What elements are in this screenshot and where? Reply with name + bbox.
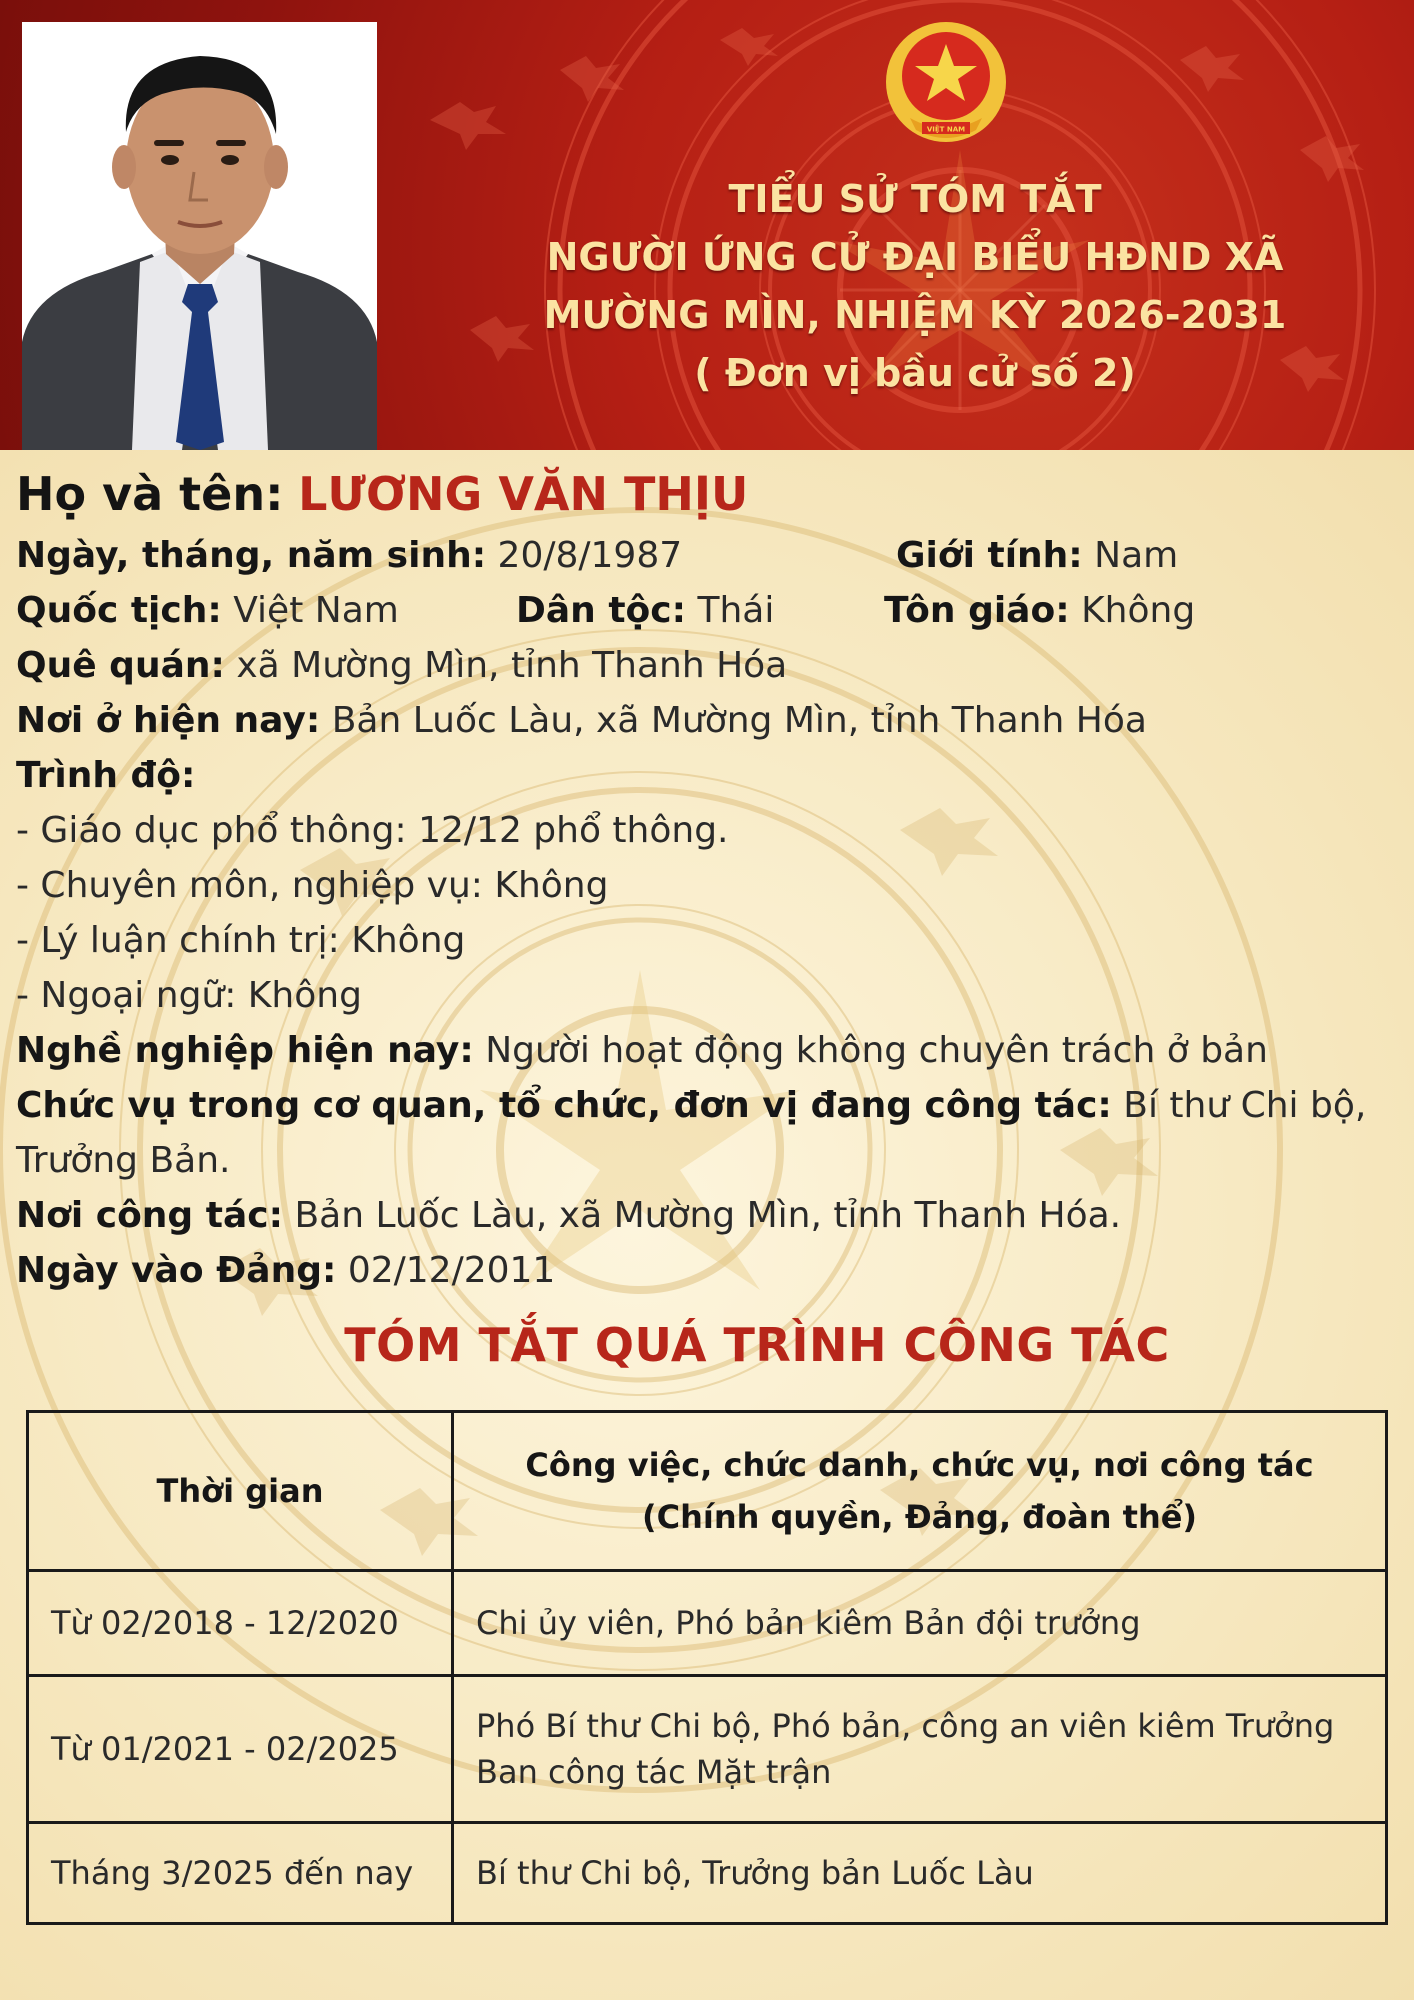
role-header-line: (Chính quyền, Đảng, đoàn thể) bbox=[641, 1498, 1198, 1536]
candidate-info bbox=[16, 460, 1406, 1298]
education-label: Trình độ: bbox=[16, 755, 196, 796]
role-header-line: Công việc, chức danh, chức vụ, nơi công tác bbox=[525, 1446, 1314, 1484]
education-item: - Lý luận chính trị: Không bbox=[16, 920, 466, 961]
table-header-row bbox=[28, 1412, 1387, 1571]
workplace-row bbox=[16, 1188, 1406, 1243]
candidate-name: LƯƠNG VĂN THỊU bbox=[298, 467, 749, 521]
time-cell: Tháng 3/2025 đến nay bbox=[28, 1823, 453, 1924]
ethnicity-value: Thái bbox=[697, 590, 775, 631]
time-cell: Từ 02/2018 - 12/2020 bbox=[28, 1571, 453, 1676]
time-column-header: Thời gian bbox=[28, 1412, 453, 1571]
occupation-label: Nghề nghiệp hiện nay: bbox=[16, 1030, 474, 1071]
table-row bbox=[28, 1676, 1387, 1823]
education-item: - Ngoại ngữ: Không bbox=[16, 975, 362, 1016]
hometown-value: xã Mường Mìn, tỉnh Thanh Hóa bbox=[236, 645, 788, 686]
hometown-label: Quê quán: bbox=[16, 645, 225, 686]
party-date-value: 02/12/2011 bbox=[347, 1250, 556, 1291]
nationality-label: Quốc tịch: bbox=[16, 590, 222, 631]
nationality-value: Việt Nam bbox=[233, 590, 399, 631]
hometown-row bbox=[16, 638, 1406, 693]
role-cell: Phó Bí thư Chi bộ, Phó bản, công an viên kiêm Trưởng Ban công tác Mặt trận bbox=[453, 1676, 1387, 1823]
role-cell: Chi ủy viên, Phó bản kiêm Bản đội trưởng bbox=[453, 1571, 1387, 1676]
role-cell: Bí thư Chi bộ, Trưởng bản Luốc Làu bbox=[453, 1823, 1387, 1924]
time-cell: Từ 01/2021 - 02/2025 bbox=[28, 1676, 453, 1823]
party-date-row bbox=[16, 1243, 1406, 1298]
education-item: - Chuyên môn, nghiệp vụ: Không bbox=[16, 865, 609, 906]
residence-row bbox=[16, 693, 1406, 748]
position-row bbox=[16, 1078, 1406, 1188]
position-label: Chức vụ trong cơ quan, tổ chức, đơn vị đang công tác: bbox=[16, 1085, 1112, 1126]
work-history-table bbox=[26, 1410, 1388, 1925]
nationality-row bbox=[16, 583, 1406, 638]
table-row bbox=[28, 1823, 1387, 1924]
table-row bbox=[28, 1571, 1387, 1676]
education-row bbox=[16, 748, 1406, 803]
occupation-row bbox=[16, 1023, 1406, 1078]
ethnicity-label: Dân tộc: bbox=[516, 590, 687, 631]
header-title bbox=[520, 170, 1310, 402]
religion-label: Tôn giáo: bbox=[884, 590, 1070, 631]
education-item: - Giáo dục phổ thông: 12/12 phổ thông. bbox=[16, 810, 729, 851]
occupation-value: Người hoạt động không chuyên trách ở bản bbox=[485, 1030, 1268, 1071]
header-banner bbox=[0, 0, 1414, 450]
svg-text:VIỆT NAM: VIỆT NAM bbox=[926, 125, 966, 134]
name-row bbox=[16, 460, 1406, 528]
residence-label: Nơi ở hiện nay: bbox=[16, 700, 321, 741]
work-history-title: TÓM TẮT QUÁ TRÌNH CÔNG TÁC bbox=[344, 1318, 1170, 1372]
candidate-photo bbox=[22, 22, 377, 450]
religion-value: Không bbox=[1081, 590, 1196, 631]
workplace-label: Nơi công tác: bbox=[16, 1195, 283, 1236]
position-value: Bí thư Chi bộ, Trưởng Bản. bbox=[16, 1085, 1367, 1181]
dob-value: 20/8/1987 bbox=[497, 535, 683, 576]
dob-label: Ngày, tháng, năm sinh: bbox=[16, 535, 487, 576]
gender-value: Nam bbox=[1094, 535, 1179, 576]
dob-gender-row bbox=[16, 528, 1406, 583]
party-date-label: Ngày vào Đảng: bbox=[16, 1250, 337, 1291]
title-line: MƯỜNG MÌN, NHIỆM KỲ 2026-2031 bbox=[543, 293, 1287, 337]
title-line: NGƯỜI ỨNG CỬ ĐẠI BIỂU HĐND XÃ bbox=[546, 235, 1284, 279]
national-emblem-icon bbox=[880, 18, 1012, 150]
gender-label: Giới tính: bbox=[896, 535, 1083, 576]
title-line: ( Đơn vị bầu cử số 2) bbox=[694, 351, 1136, 395]
title-line: TIỂU SỬ TÓM TẮT bbox=[728, 177, 1102, 221]
workplace-value: Bản Luốc Làu, xã Mường Mìn, tỉnh Thanh Hóa. bbox=[294, 1195, 1122, 1236]
residence-value: Bản Luốc Làu, xã Mường Mìn, tỉnh Thanh Hóa bbox=[331, 700, 1147, 741]
role-column-header bbox=[453, 1412, 1387, 1571]
name-label: Họ và tên: bbox=[16, 467, 284, 521]
